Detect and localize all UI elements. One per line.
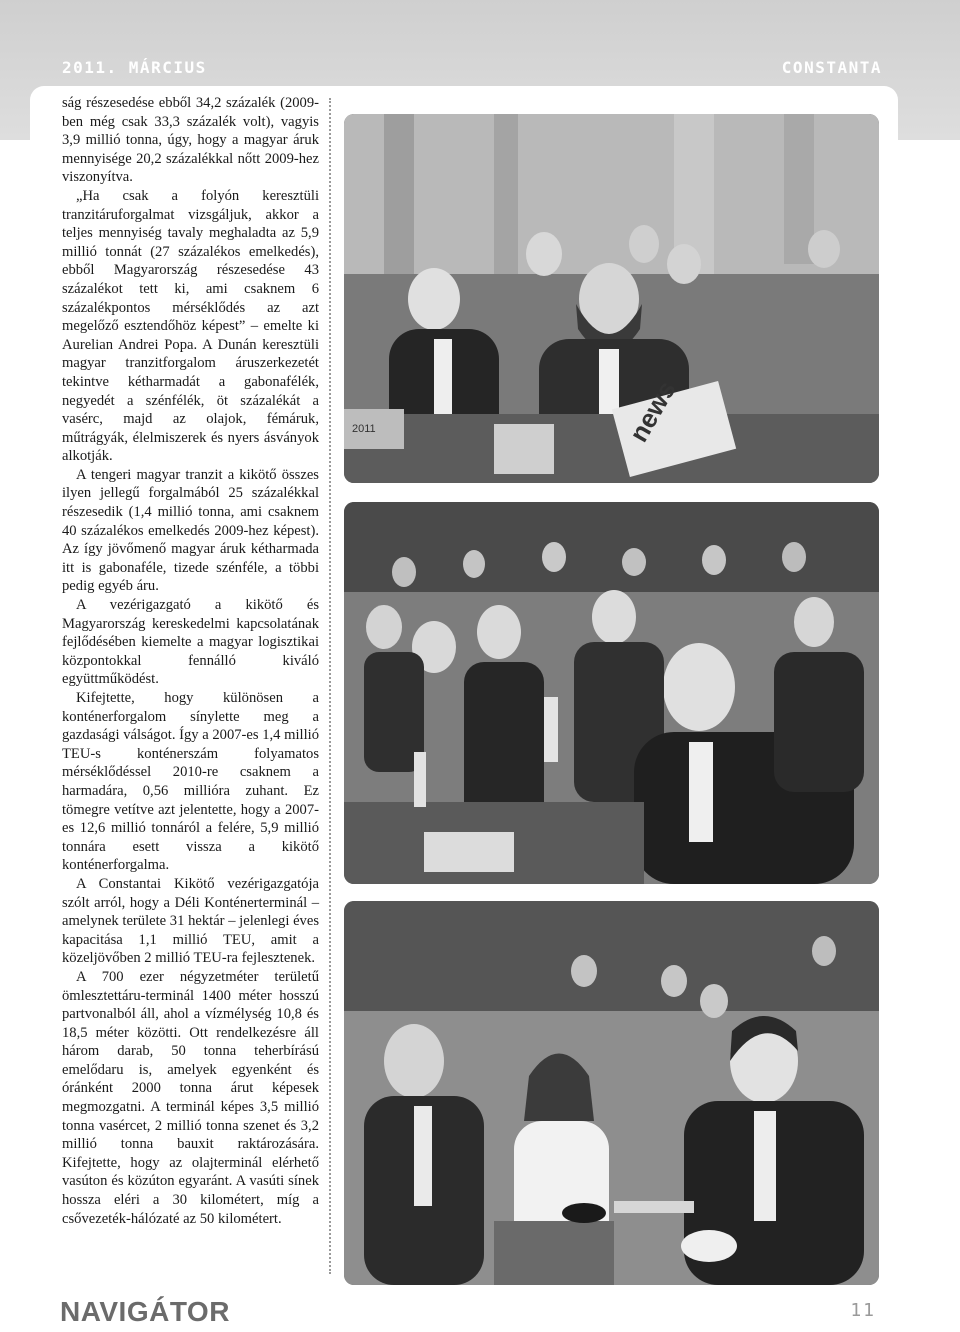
article-column: [62, 94, 319, 1228]
column-divider: [329, 98, 331, 1274]
article-paragraph: A vezérigazgató a kikötő és Magyarország kereskedelmi kapcsolatának fejlődésében kiemelte a magyar logisztikai központokkal fennálló kiváló együttműködést.: [62, 597, 319, 688]
article-paragraph: ság részesedése ebből 34,2 százalék (2009-ben még csak 33,3 százalék volt), vagyis 3,9 millió tonna, úgy, hogy a magyar áruk mennyisége 20,2 százalékkal nőtt 2009-hez viszonyítva.: [62, 95, 319, 186]
desk-sign-text: 2011: [352, 423, 376, 435]
article-paragraph: A 700 ezer négyzetméter területű ömlesztettáru-terminál 1400 méter hosszú partvonalból áll, ahol a vízmélység 10,8 és 18,5 méter közötti. Ott rendelkezésre áll három darab, 50 tonna teherbírású emelődaru is, amelyek egyenként és óránként 2000 tonna árut képesek megmozgatni. A terminál képes 3,5 millió tonna vasércet, 2 millió tonna szenet és 3,2 millió tonna bauxit raktározására. Kifejtette, hogy az olajterminál elérhető vasúton és közúton egyaránt. A vasúti sínek hossza eléri a 30 kilométert, míg a csővezeték-hálózaté az 50 kilométert.: [62, 968, 319, 1227]
article-paragraph: „Ha csak a folyón keresztüli tranzitáruforgalmat vizsgáljuk, akkor a teljes mennyiség tavaly meghaladta az 5,9 millió tonnát (27 százalékos emelkedés), ebből Magyarország részesedése 43 százalékot tett ki, ami csaknem 6 százalékpontos mérséklődés az azt megelőző esztendőhöz képest” – emelte ki Aurelian Andrei Popa. A Dunán keresztüli magyar tranzitforgalom áruszerkezetét tekintve kétharmadát a gabonafélék, negyedét a szénfélék, öt százalékát a vasérc, majd az olajok, fémáruk, műtrágyák, élelmiszerek és nyers ásványok alkotják.: [62, 187, 319, 465]
brochure-text: news: [623, 375, 682, 447]
magazine-logo: NAVIGÁTOR: [60, 1296, 230, 1327]
conference-photo-3: [344, 901, 879, 1285]
article-paragraph: A tengeri magyar tranzit a kikötő összes ilyen jellegű forgalmából 25 százalékkal részesedik (1,4 millió tonna, ami csaknem 40 százalékos emelkedés 2009-hez képest). Az így jövőmenő magyar áruk kétharmada itt is gabonaféle, tizede szénféle, a többi pedig egyéb áru.: [62, 466, 319, 595]
article-paragraph: A Constantai Kikötő vezérigazgatója szólt arról, hogy a Déli Konténerterminál – amelynek területe 31 hektár – jelenlegi éves kapacitása 1,1 millió TEU, amit a közeljövőben 2 millió TEU-ra fejlesztenek.: [62, 875, 319, 967]
conference-photo-1: [344, 114, 879, 483]
conference-photo-2: [344, 502, 879, 884]
page-number: 11: [850, 1300, 876, 1321]
section-title: CONSTANTA: [781, 58, 882, 77]
article-paragraph: Kifejtette, hogy különösen a konténerforgalom sínylette meg a gazdasági válságot. Így a 2007-es 1,4 millió TEU-s konténerszám folyamatos mérséklődéssel 2010-re csaknem a harmadára, 0,56 millióra zuhant. Ez tömegre vetítve azt jelentette, hogy a 2007-es 12,6 millió tonnáról a felére, 5,9 millió tonnára esett vissza a kikötő konténerforgalma.: [62, 690, 319, 874]
issue-date: 2011. MÁRCIUS: [62, 58, 207, 77]
